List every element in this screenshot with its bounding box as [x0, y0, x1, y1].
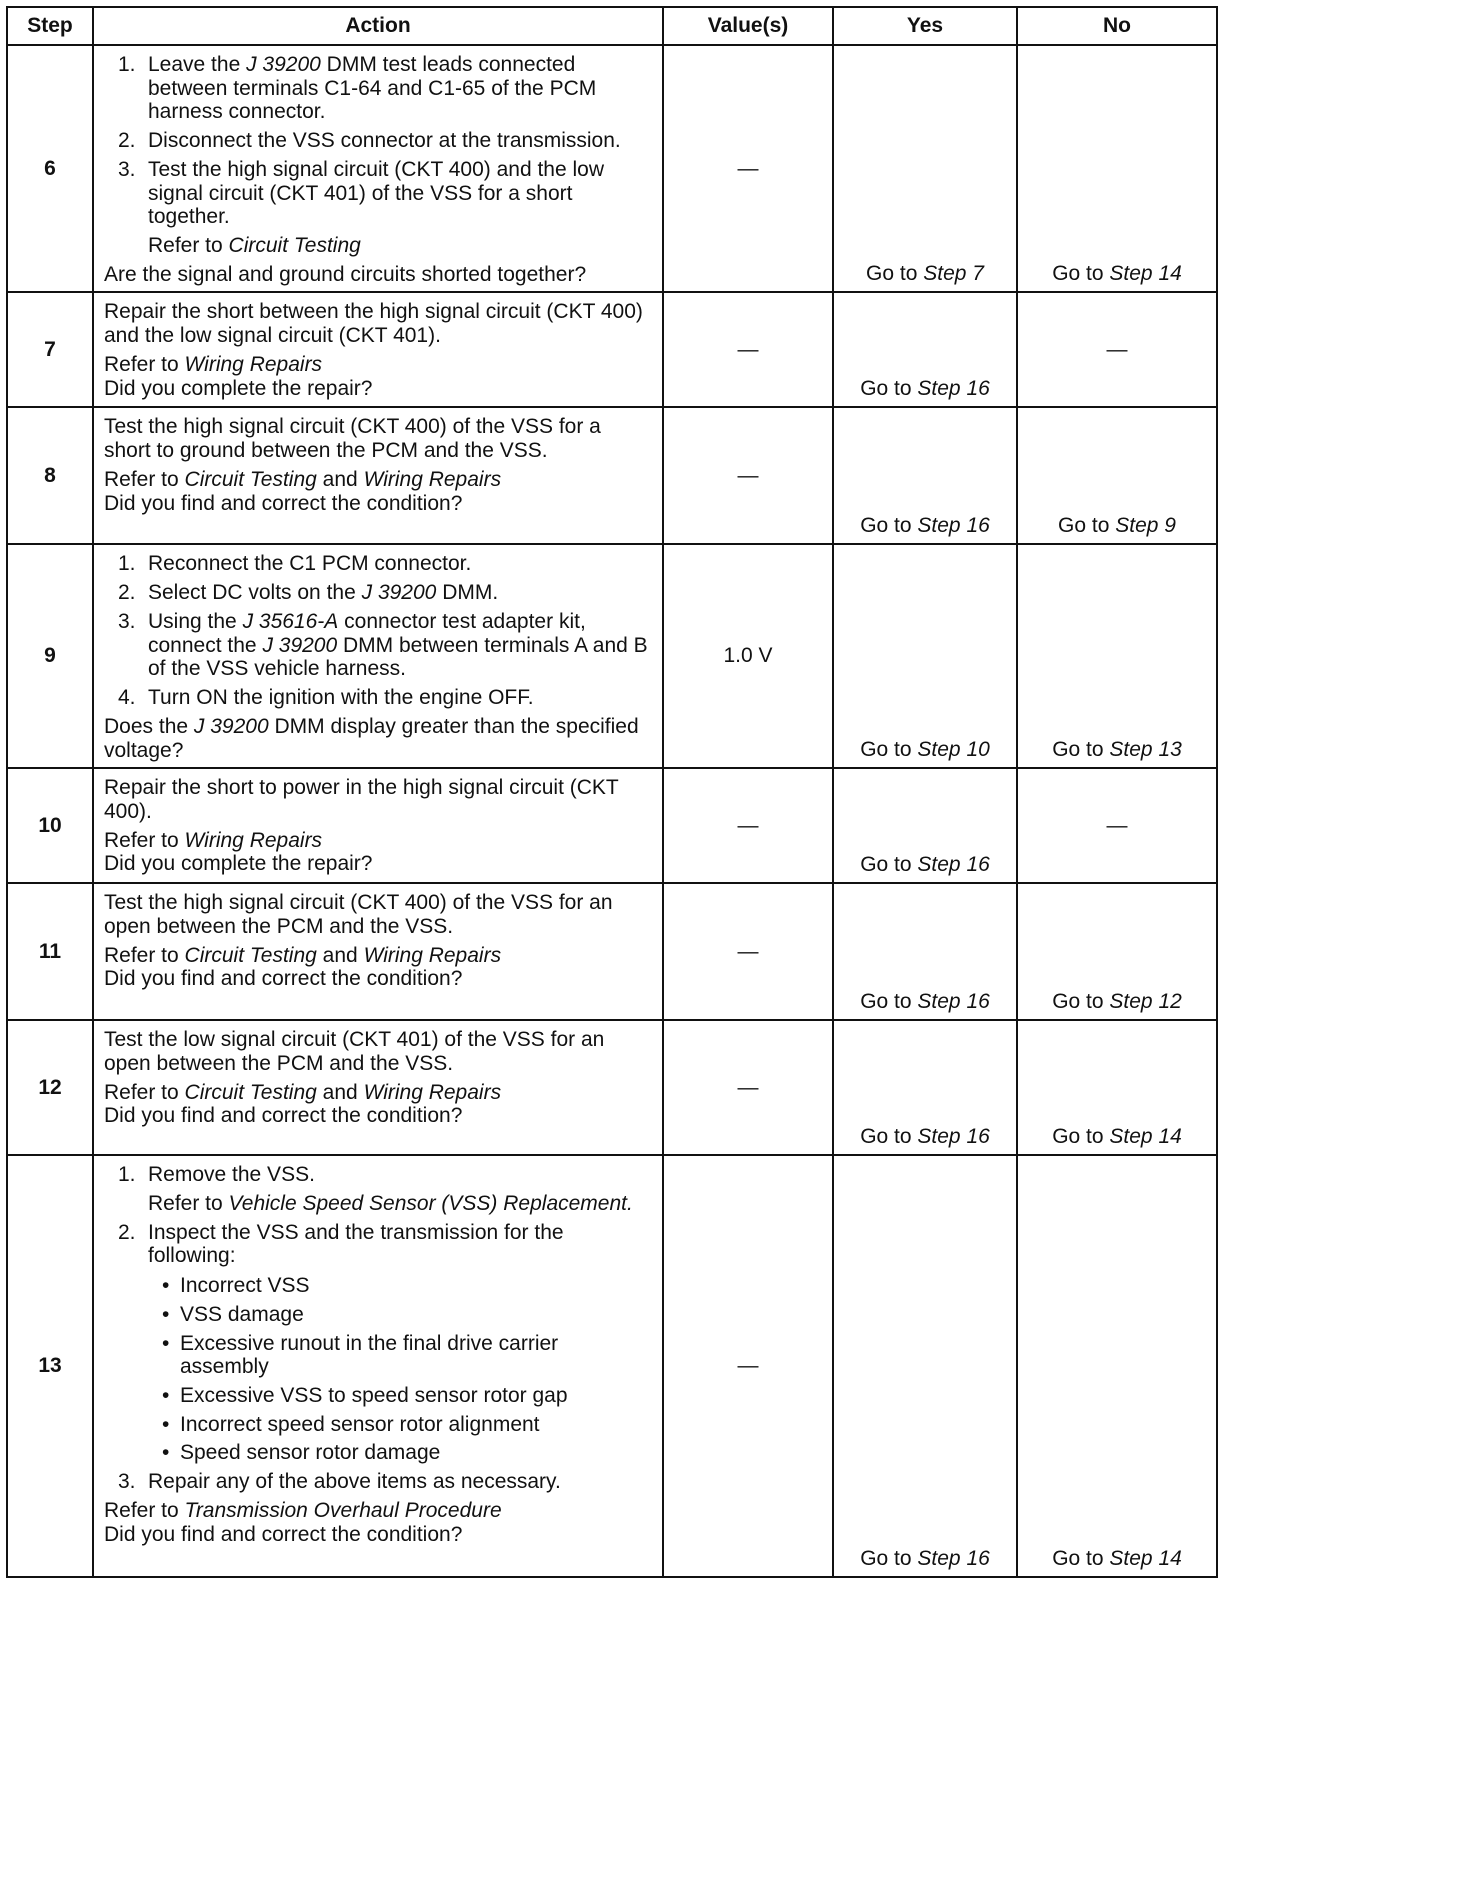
refer-link: Wiring Repairs [184, 352, 323, 376]
value-cell: 1.0 V [663, 544, 833, 768]
header-values: Value(s) [663, 7, 833, 45]
action-cell [93, 407, 663, 544]
question: Did you find and correct the condition? [104, 491, 463, 515]
action-steps [104, 1221, 652, 1494]
action-step: 2. Inspect the VSS and the transmission for the following: • Incorrect VSS • VSS damage • Excessive runout in the final drive carrier assembly • Excessive VSS to speed sensor rotor gap • Incorrect speed sensor rotor alignment • Speed sensor rotor damage [104, 1221, 652, 1465]
action-step: 3. Test the high signal circuit (CKT 400) and the low signal circuit (CKT 401) of the VSS for a short together. [118, 157, 605, 229]
table-row-step-13 [7, 1155, 1217, 1577]
refer-link: Vehicle Speed Sensor (VSS) Replacement. [228, 1191, 633, 1215]
header-no: No [1017, 7, 1217, 45]
refer-line: Refer to Circuit Testing and Wiring Repairs [104, 467, 502, 491]
action-cell [93, 883, 663, 1020]
table-header-row [7, 7, 1217, 45]
yes-cell: Go to Step 16 [833, 883, 1017, 1020]
yes-target: Step 16 [917, 1546, 990, 1570]
question: Did you find and correct the condition? [104, 1522, 463, 1546]
list-item: • Excessive VSS to speed sensor rotor gap [148, 1384, 652, 1408]
question: Did you find and correct the condition? [104, 967, 463, 991]
action-text: Test the low signal circuit (CKT 401) of the VSS for an open between the PCM and the VSS. [104, 1028, 605, 1075]
action-step: 1. Leave the J 39200 DMM test leads connected between terminals C1-64 and C1-65 of the PCM harness connector. [118, 53, 597, 124]
refer-line: Refer to Transmission Overhaul Procedure [104, 1498, 502, 1522]
refer-link: Circuit Testing [184, 943, 317, 967]
yes-cell: Go to Step 10 [833, 544, 1017, 768]
refer-line: Refer to Circuit Testing [148, 234, 361, 258]
refer-line: Refer to Circuit Testing and Wiring Repairs [104, 943, 502, 967]
action-step: 1. Reconnect the C1 PCM connector. [118, 552, 472, 576]
yes-target: Step 7 [923, 261, 984, 285]
inspection-list [148, 1274, 652, 1465]
value-cell: — [663, 1020, 833, 1155]
step-number: 8 [7, 407, 93, 544]
yes-cell: Go to Step 16 [833, 1155, 1017, 1577]
yes-target: Step 16 [917, 513, 990, 537]
value-cell: — [663, 45, 833, 292]
step-number: 10 [7, 768, 93, 883]
yes-target: Step 16 [917, 376, 990, 400]
question: Are the signal and ground circuits shorted together? [104, 262, 587, 286]
no-target: Step 12 [1109, 989, 1182, 1013]
action-step: 2. Disconnect the VSS connector at the transmission. [118, 129, 621, 153]
value-cell: — [663, 883, 833, 1020]
action-steps [104, 1163, 652, 1187]
step-number: 11 [7, 883, 93, 1020]
no-cell: Go to Step 14 [1017, 45, 1217, 292]
diagnostic-table-page [6, 6, 1216, 1578]
list-item: • Excessive runout in the final drive carrier assembly [148, 1332, 652, 1379]
yes-target: Step 16 [917, 989, 990, 1013]
diagnostic-table [6, 6, 1218, 1578]
value-cell: — [663, 292, 833, 407]
list-item: • Incorrect VSS [148, 1274, 652, 1298]
header-yes: Yes [833, 7, 1017, 45]
no-cell: Go to Step 9 [1017, 407, 1217, 544]
table-row-step-8 [7, 407, 1217, 544]
value-cell: — [663, 407, 833, 544]
header-action: Action [93, 7, 663, 45]
action-steps [104, 552, 652, 714]
action-cell [93, 292, 663, 407]
refer-line: Refer to Wiring Repairs [104, 352, 323, 376]
refer-link: Wiring Repairs [363, 1080, 502, 1104]
yes-cell: Go to Step 16 [833, 768, 1017, 883]
yes-target: Step 10 [917, 737, 990, 761]
refer-link: Wiring Repairs [184, 828, 323, 852]
header-step: Step [7, 7, 93, 45]
refer-link: Transmission Overhaul Procedure [184, 1498, 502, 1522]
no-cell: — [1017, 292, 1217, 407]
yes-target: Step 16 [917, 1124, 990, 1148]
list-item: • VSS damage [148, 1303, 652, 1327]
table-row-step-10 [7, 768, 1217, 883]
action-step: 4. Turn ON the ignition with the engine OFF. [118, 686, 534, 710]
step-number: 7 [7, 292, 93, 407]
refer-link: Wiring Repairs [363, 467, 502, 491]
no-cell: Go to Step 12 [1017, 883, 1217, 1020]
question: Does the J 39200 DMM display greater than the specified voltage? [104, 714, 639, 762]
yes-cell: Go to Step 16 [833, 1020, 1017, 1155]
table-row-step-11 [7, 883, 1217, 1020]
action-steps [104, 53, 652, 229]
action-cell [93, 768, 663, 883]
refer-line: Refer to Circuit Testing and Wiring Repairs [104, 1080, 502, 1104]
no-cell: Go to Step 14 [1017, 1155, 1217, 1577]
action-cell [93, 1020, 663, 1155]
no-target: Step 14 [1109, 261, 1182, 285]
table-row-step-7 [7, 292, 1217, 407]
yes-cell: Go to Step 16 [833, 292, 1017, 407]
step-number: 12 [7, 1020, 93, 1155]
refer-link: Circuit Testing [184, 467, 317, 491]
yes-target: Step 16 [917, 852, 990, 876]
refer-link: Circuit Testing [228, 234, 361, 258]
question: Did you complete the repair? [104, 852, 373, 876]
action-text: Test the high signal circuit (CKT 400) of the VSS for an open between the PCM and the VSS. [104, 891, 613, 938]
no-target: Step 13 [1109, 737, 1182, 761]
action-step: 3. Using the J 35616-A connector test adapter kit, connect the J 39200 DMM between terminals A and B of the VSS vehicle harness. [118, 609, 648, 681]
step-number: 13 [7, 1155, 93, 1577]
action-cell [93, 544, 663, 768]
action-cell [93, 45, 663, 292]
no-target: Step 14 [1109, 1124, 1182, 1148]
action-text: Repair the short between the high signal circuit (CKT 400) and the low signal circuit (CKT 401). [104, 300, 643, 348]
step-number: 6 [7, 45, 93, 292]
refer-line: Refer to Wiring Repairs [104, 828, 323, 852]
action-text: Repair the short to power in the high signal circuit (CKT 400). [104, 776, 619, 823]
no-cell: Go to Step 13 [1017, 544, 1217, 768]
value-cell: — [663, 768, 833, 883]
action-cell [93, 1155, 663, 1577]
action-step: 3. Repair any of the above items as necessary. [118, 1470, 561, 1494]
table-row-step-9 [7, 544, 1217, 768]
list-item: • Speed sensor rotor damage [148, 1441, 652, 1465]
action-step: 2. Select DC volts on the J 39200 DMM. [118, 581, 499, 605]
refer-link: Wiring Repairs [363, 943, 502, 967]
action-step: 1. Remove the VSS. [118, 1163, 315, 1187]
list-item: • Incorrect speed sensor rotor alignment [148, 1413, 652, 1437]
table-row-step-12 [7, 1020, 1217, 1155]
no-cell: — [1017, 768, 1217, 883]
no-cell: Go to Step 14 [1017, 1020, 1217, 1155]
action-text: Test the high signal circuit (CKT 400) of the VSS for a short to ground between the PCM and the VSS. [104, 415, 601, 463]
question: Did you find and correct the condition? [104, 1104, 463, 1128]
table-row-step-6 [7, 45, 1217, 292]
refer-line: Refer to Vehicle Speed Sensor (VSS) Replacement. [148, 1191, 633, 1215]
refer-link: Circuit Testing [184, 1080, 317, 1104]
step-number: 9 [7, 544, 93, 768]
no-target: Step 9 [1115, 513, 1176, 537]
yes-cell: Go to Step 16 [833, 407, 1017, 544]
no-target: Step 14 [1109, 1546, 1182, 1570]
yes-cell: Go to Step 7 [833, 45, 1017, 292]
question: Did you complete the repair? [104, 376, 373, 400]
value-cell: — [663, 1155, 833, 1577]
